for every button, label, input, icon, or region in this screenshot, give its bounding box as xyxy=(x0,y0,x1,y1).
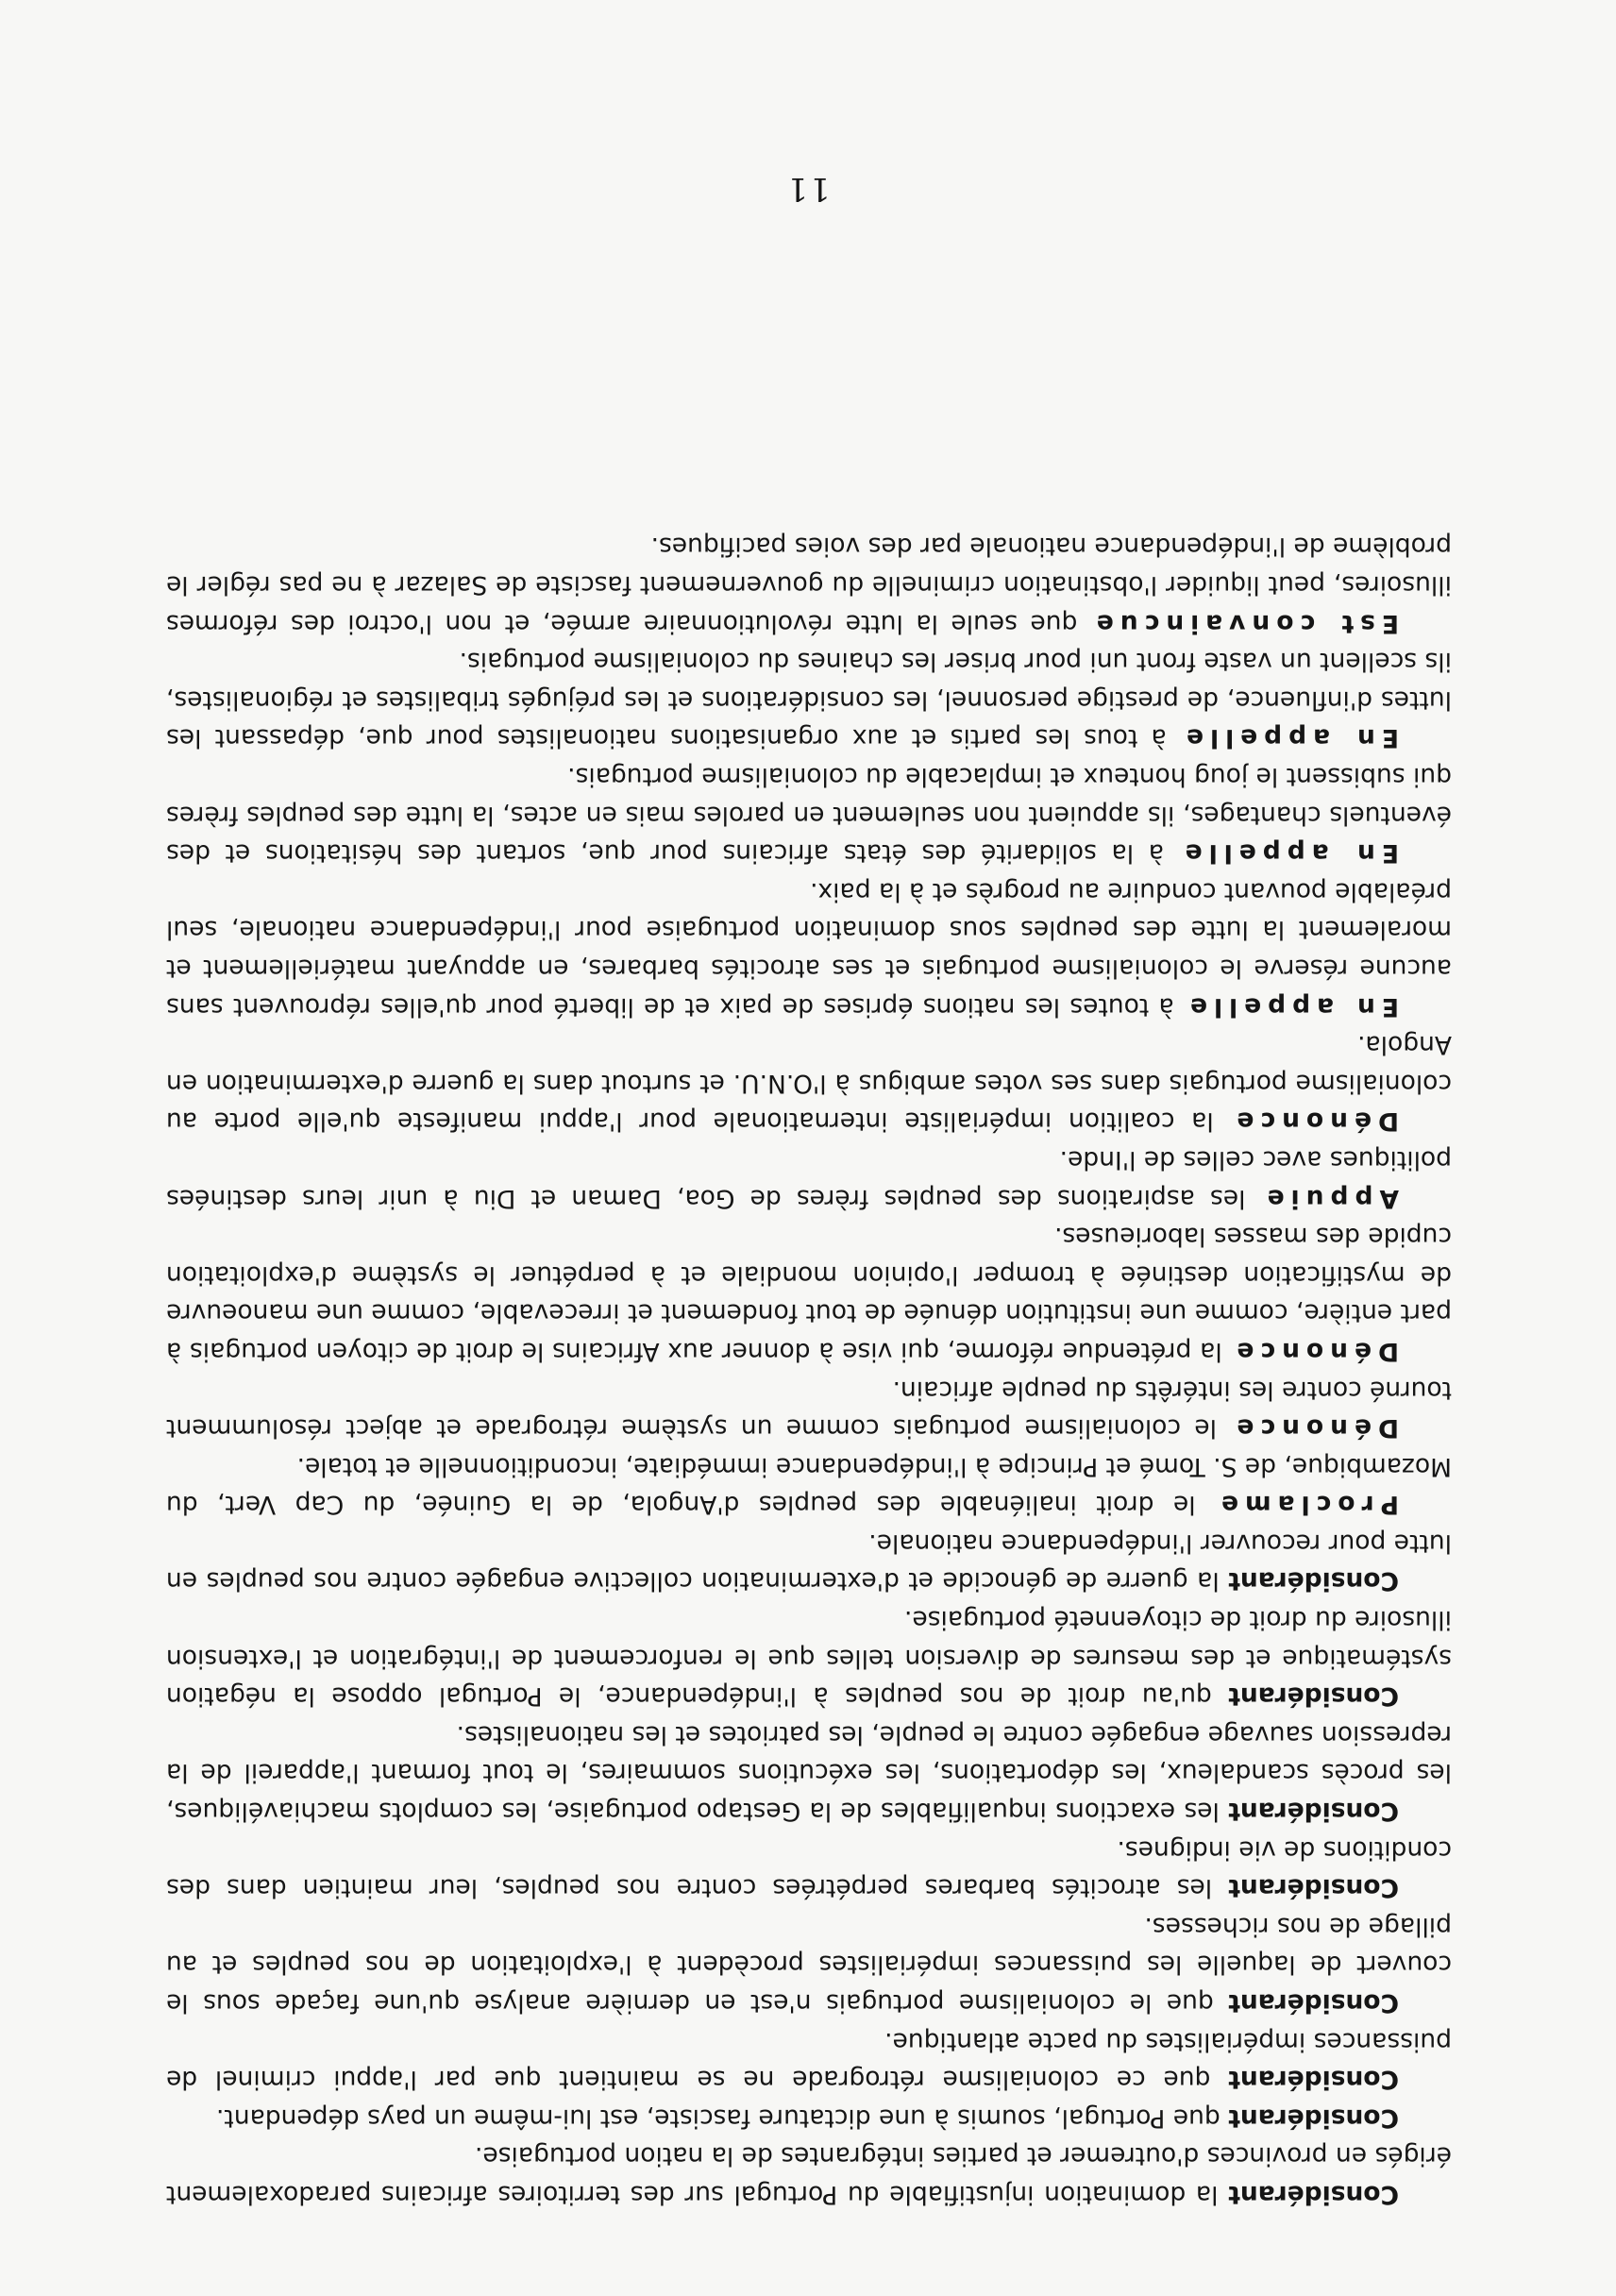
paragraph-body: la coalition impérialiste internationale pour l'appui manifeste qu'elle porte au colonialisme portugais dans ses votes ambigus à l'O.N.U. et surtout dans la guerre d'extermination en Angola. xyxy=(166,1030,1452,1137)
paragraph-lead-word: Considérant xyxy=(1228,1873,1399,1903)
resolution-paragraph xyxy=(166,1446,1452,1523)
paragraph-body: à toutes les nations éprises de paix et de liberté pour qu'elles réprouvent sans aucune réserve le colonialisme portugais et ses atrocités barbares, en appuyant matériellement et moralement la lutte des peuples sous domination portugaise pour l'indépendance nationale, seul préalable pouvant conduire au progrès et à la paix. xyxy=(166,876,1452,1021)
resolution-paragraph xyxy=(166,1217,1452,1370)
paragraph-lead-word: Est convaincue xyxy=(1089,608,1399,638)
paragraph-body: la guerre de génocide et d'extermination collective engagée contre nos peuples en lutte pour recouvrer l'indépendance nationale. xyxy=(166,1528,1452,1596)
resolution-paragraph xyxy=(166,1370,1452,1446)
paragraph-body: le colonialisme portugais comme un système rétrograde et abject résolumment tourné contre les intérêts du peuple africain. xyxy=(166,1375,1452,1443)
paragraph-lead-word: Considérant xyxy=(1228,2065,1399,2095)
paragraph-body: à la solidarité des états africains pour que, sortant des hésitations et des éventuels chantages, ils appuient non seulement en paroles mais en actes, la lutte des peuples frères qui subissent le joug honteux et implacable du colonialisme portugais. xyxy=(166,762,1452,869)
paragraph-body: la domination injustifiable du Portugal sur des territoires africains paradoxalement érigés en provinces d'outremer et parties intégrantes de la nation portugaise. xyxy=(166,2141,1452,2209)
resolution-paragraph xyxy=(166,756,1452,871)
resolution-text xyxy=(166,527,1452,2213)
paragraph-body: que le colonialisme portugais n'est en dernière analyse qu'une façade sous le couvert de laquelle les puissances impérialistes procèdent à l'exploitation de nos peuples et au pillage de nos richesses. xyxy=(166,1911,1452,2018)
paragraph-body: la prétendue réforme, qui vise à donner aux Africains le droit de citoyen portugais à part entière, comme une institution dénuée de tout fondement et irrecevable, comme une manoeuvre de mystification destinée à tromper l'opinion mondiale et à perpétuer le système d'exploitation cupide des masses laborieuses. xyxy=(166,1222,1452,1366)
resolution-paragraph xyxy=(166,1025,1452,1140)
paragraph-lead-word: En appelle xyxy=(1184,991,1399,1021)
resolution-paragraph xyxy=(166,2021,1452,2098)
paragraph-lead-word: Considérant xyxy=(1228,2180,1399,2209)
paragraph-lead-word: Considérant xyxy=(1228,1681,1399,1712)
resolution-paragraph xyxy=(166,2098,1452,2136)
paragraph-body: à tous les partis et aux organisations nationalistes pour que, dépassant les luttes d'influence, de prestige personnel, les considérations et les préjugés tribalistes et régionalistes, ils scellent un vaste front uni pour briser les chaines du colonialisme portugais. xyxy=(166,647,1452,753)
paragraph-body: que ce colonialisme rétrograde ne se maintient que par l'appui criminel de puissances impérialistes du pacte atlantique. xyxy=(166,2026,1452,2095)
resolution-paragraph xyxy=(166,642,1452,757)
resolution-paragraph xyxy=(166,1600,1452,1715)
resolution-paragraph xyxy=(166,1830,1452,1906)
paragraph-lead-word: Considérant xyxy=(1228,1566,1399,1596)
paragraph-body: que Portugal, soumis à une dictature fasciste, est lui-même un pays dépendant. xyxy=(215,2102,1220,2133)
resolution-paragraph xyxy=(166,527,1452,642)
paragraph-lead-word: Dénonce xyxy=(1230,1106,1399,1137)
resolution-paragraph xyxy=(166,1523,1452,1599)
resolution-paragraph xyxy=(166,871,1452,1024)
resolution-paragraph xyxy=(166,1140,1452,1216)
paragraph-lead-word: Dénonce xyxy=(1230,1413,1399,1443)
resolution-paragraph xyxy=(166,2136,1452,2213)
resolution-paragraph xyxy=(166,1714,1452,1830)
paragraph-lead-word: Considérant xyxy=(1228,1988,1399,2018)
paragraph-lead-word: En appelle xyxy=(1180,723,1399,753)
paragraph-body: que seule la lutte révolutionnaire armée, et non l'octroi des réformes illusoires, peut liquider l'obstination criminelle du gouvernement fasciste de Salazar à ne pas régler le problème de l'indépendance nationale par des voies pacifiques. xyxy=(166,532,1452,638)
paragraph-lead-word: Considérant xyxy=(1228,2102,1399,2133)
paragraph-lead-word: Appuie xyxy=(1260,1183,1399,1213)
paragraph-lead-word: Considérant xyxy=(1228,1797,1399,1827)
paragraph-lead-word: Proclame xyxy=(1215,1490,1399,1520)
resolution-paragraph xyxy=(166,1906,1452,2021)
paragraph-body: les aspirations des peuples frères de Goa, Daman et Diu à unir leurs destinées politiques avec celles de l'Inde. xyxy=(166,1144,1452,1213)
paragraph-body: le droit inaliénable des peuples d'Angola, de la Guinée, du Cap Vert, du Mozambique, de S. Tomé et Principe à l'indépendance immédiate, inconditionnelle et totale. xyxy=(166,1451,1452,1520)
paragraph-lead-word: Dénonce xyxy=(1230,1336,1399,1366)
page-number: 11 xyxy=(785,170,831,208)
paragraph-lead-word: En appelle xyxy=(1178,838,1399,869)
paragraph-body: les atrocités barbares perpétrées contre nos peuples, leur maintien dans des conditions de vie indignes. xyxy=(166,1834,1452,1903)
paragraph-body: les exactions inqualifiables de la Gestapo portugaise, les complots machiavéliques, les procès scandaleux, les déportations, les exécutions sommaires, le tout formant l'appareil de la repression sauvage engagée contre le peuple, les patriotes et les nationalistes. xyxy=(166,1719,1452,1827)
paragraph-body: qu'au droit de nos peuples à l'indépendance, le Portugal oppose la négation systématique et des mesures de diversion telles que le renforcement de l'intégration et l'extension illusoire du droit de citoyenneté portugaise. xyxy=(166,1605,1452,1712)
